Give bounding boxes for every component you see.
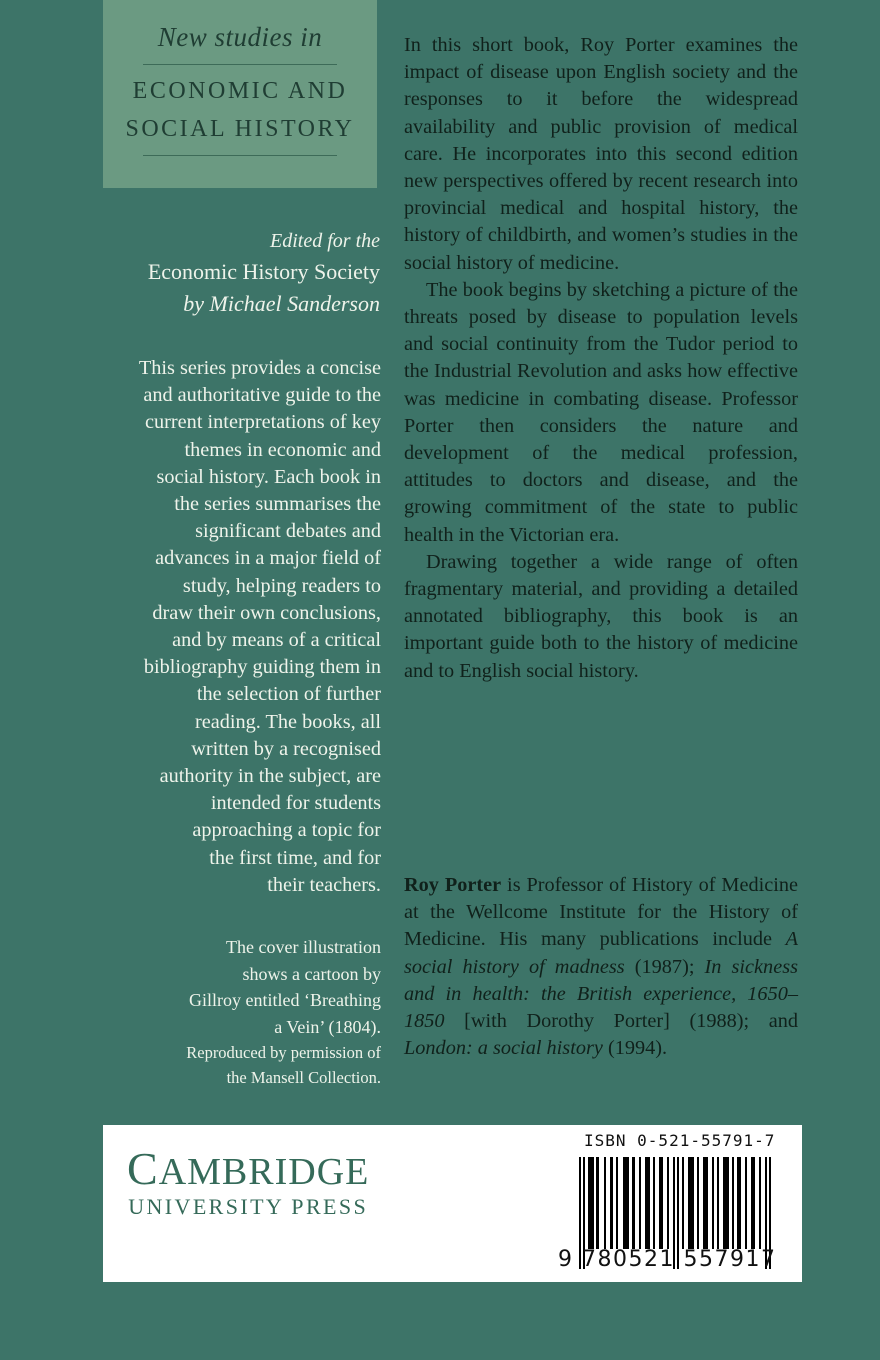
text-line: social history. Each book in [156, 465, 381, 488]
cover-illustration-note [121, 934, 381, 1090]
text-line: reading. The books, all [194, 710, 381, 733]
text-line: written by a recognised [191, 737, 381, 760]
blurb-paragraph: In this short book, Roy Porter examines the impact of disease upon English society and the responses to it before the widespread availability and public provision of medical care. He incorporates into this second edition new perspectives offered by recent research into provincial medical and hospital history, the history of childbirth, and women’s studies in the social history of medicine. [404, 34, 798, 274]
series-description [81, 355, 381, 899]
text-line: significant debates and [195, 520, 381, 543]
text-line: current interpretations of key [145, 411, 381, 434]
text-line: Reproduced by permission of [186, 1043, 381, 1062]
blurb-paragraph: The book begins by sketching a picture of the threats posed by disease to population levels and social continuity from the Tudor period to the Industrial Revolution and asks how effective was medicine in combating disease. Professor Porter then considers the nature and development of the medical profession, attitudes to doctors and disease, and the growing commitment of the state to public health in the Victorian era. [404, 278, 798, 546]
publisher-logo [127, 1143, 370, 1220]
text-line: the first time, and for [209, 846, 381, 869]
editor-line1: Edited for the [270, 230, 380, 252]
text-line: advances in a major field of [155, 547, 381, 570]
text-line: and authoritative guide to the [143, 384, 381, 407]
editor-society: Economic History Society [147, 259, 380, 284]
series-title-line1: ECONOMIC AND [132, 78, 348, 104]
bio-text: [with Dorothy Porter] (1988); and [444, 1010, 798, 1033]
publisher-footer [103, 1125, 802, 1282]
series-title-line2: SOCIAL HISTORY [125, 116, 355, 142]
book-blurb [404, 32, 798, 685]
isbn-label: ISBN 0-521-55791-7 [584, 1131, 776, 1150]
text-line: approaching a topic for [192, 819, 381, 842]
text-line: The cover illustration [226, 937, 381, 957]
text-line: shows a cartoon by [242, 963, 381, 984]
editor-credit [80, 226, 380, 320]
text-line: the series summarises the [174, 493, 381, 516]
blurb-paragraph: Drawing together a wide range of often fragmentary material, and providing a detailed annotated bibliography, this book is an important guide both to the history of medicine and to English social history. [404, 550, 798, 682]
bio-text: (1987); [624, 955, 705, 978]
text-line: themes in economic and [184, 438, 381, 461]
barcode-digits: 9 780521 557917 [558, 1247, 777, 1272]
text-line: draw their own conclusions, [152, 601, 381, 624]
text-line: a Vein’ (1804). [274, 1016, 381, 1037]
editor-name: by Michael Sanderson [183, 291, 380, 316]
text-line: authority in the subject, are [159, 765, 381, 788]
text-line: This series provides a concise [138, 357, 381, 379]
publisher-subtitle: UNIVERSITY PRESS [128, 1194, 369, 1219]
series-title-box [103, 0, 377, 188]
book-title: A social history of madness [404, 928, 798, 978]
text-line: study, helping readers to [182, 574, 381, 597]
text-line: the selection of further [196, 683, 381, 706]
text-line: their teachers. [267, 873, 381, 896]
divider [143, 64, 337, 65]
bio-text: is Professor of History of Medicine at the Wellcome Institute for the History of Medicine. His many publications include [404, 874, 798, 951]
text-line: the Mansell Collection. [226, 1068, 381, 1087]
author-bio [404, 872, 798, 1062]
publisher-initial: C [127, 1143, 159, 1194]
series-prefix: New studies in [157, 22, 323, 52]
bio-text: (1994). [602, 1037, 668, 1060]
text-line: bibliography guiding them in [143, 656, 381, 679]
text-line: Gillroy entitled ‘Breathing [189, 990, 381, 1010]
author-name: Roy Porter [404, 874, 502, 896]
text-line: and by means of a critical [172, 629, 381, 652]
text-line: intended for students [210, 792, 381, 815]
divider [143, 155, 337, 156]
publisher-name: AMBRIDGE [158, 1151, 370, 1193]
book-title: London: a social history [404, 1037, 603, 1060]
book-title: In sickness and in health: the British experience, 1650–1850 [404, 955, 798, 1033]
